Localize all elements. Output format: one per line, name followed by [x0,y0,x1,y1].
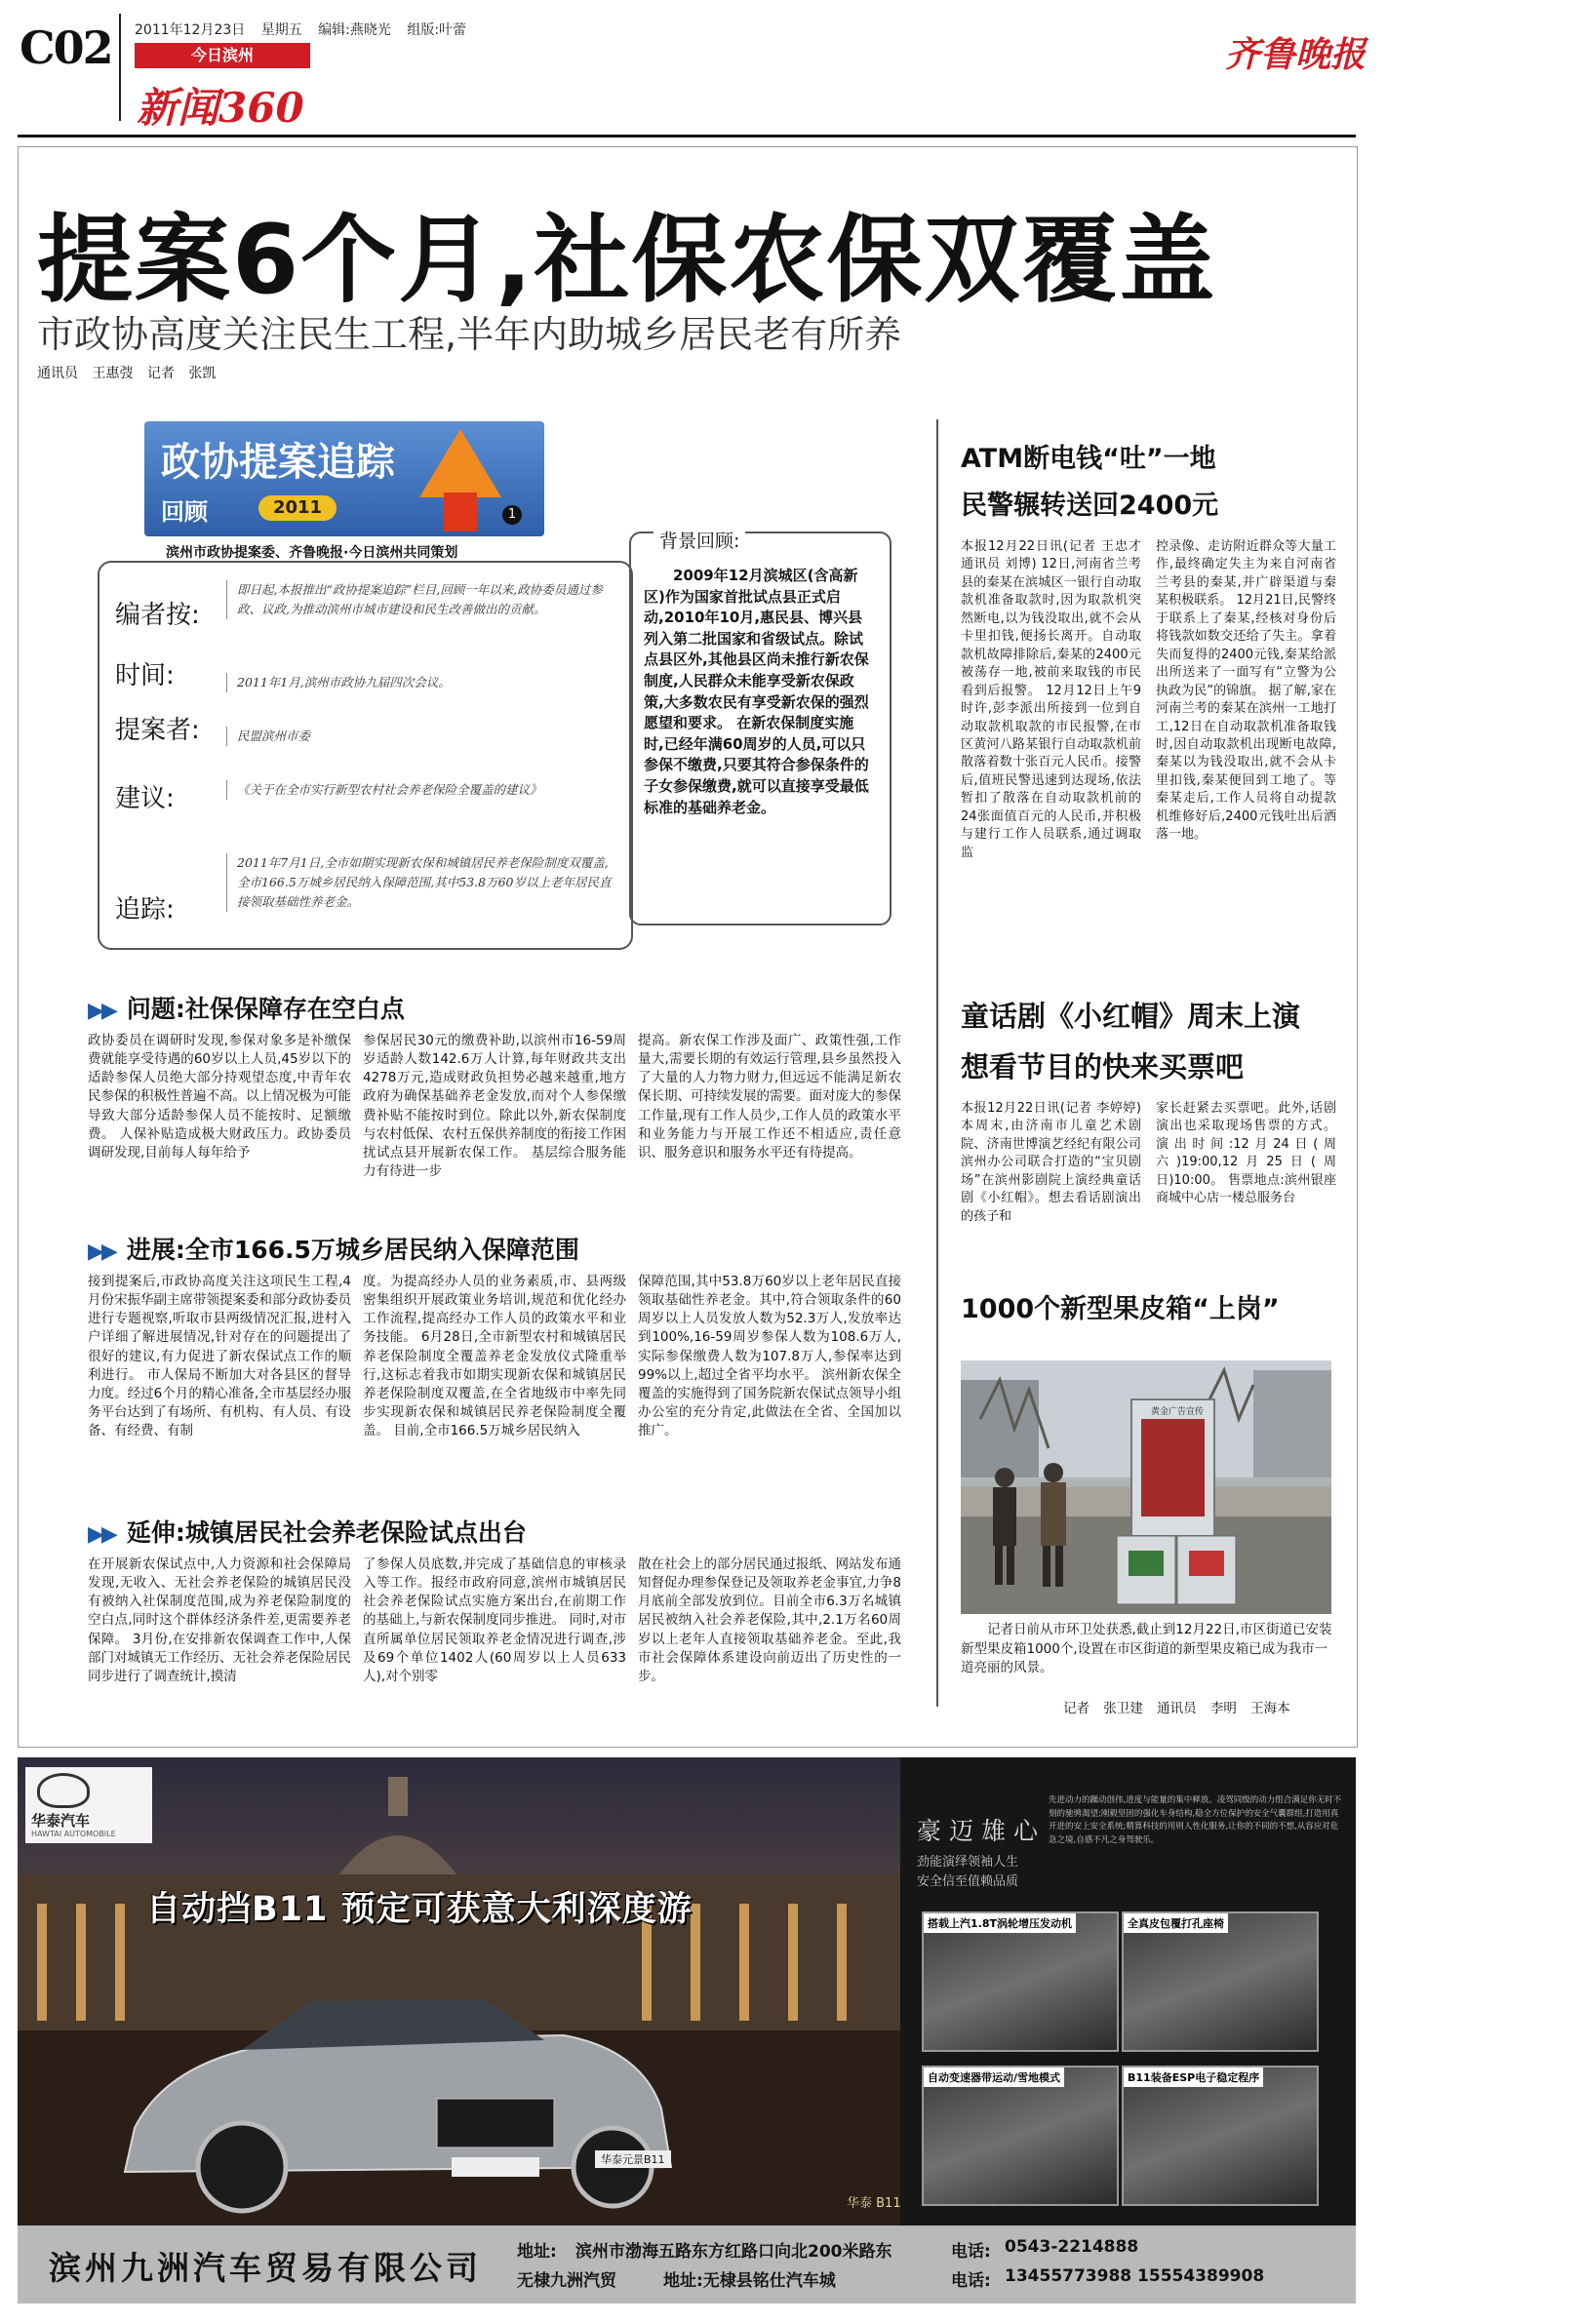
section-heading-text: 问题:社保保障存在空白点 [126,995,405,1023]
ad-thumb-caption: 搭载上汽1.8T涡轮增压发动机 [924,1913,1076,1933]
section-tag: 今日滨州 [135,43,310,68]
ad-thumb-gearbox [922,2066,1119,2206]
page-code: C02 [20,21,112,74]
bin-caption: 记者日前从市环卫处获悉,截止到12月22日,市区街道已安装新型果皮箱1000个,设置在市区街道的新型果皮箱已成为我市一道亮丽的风景。 [961,1622,1332,1676]
tracking-number-badge: 1 [502,505,522,525]
drama-col-1: 本报12月22日讯(记者 李婷婷) 本周末,由济南市儿童艺术剧院、济南世博演艺经纪有限公司滨州办公司联合打造的“宝贝剧场”在滨州影剧院上演经典童话剧《小红帽》。想去看话剧演出的孩子和 [961,1101,1141,1224]
section-problem-col-3: 提高。新农保工作涉及面广、政策性强,工作量大,需要长期的有效运行管理,县乡虽然投入了大量的人力物力财力,但远远不能满足新农保长期、可持续发展的需要。面对庞大的参保工作量,现有工作人员少,工作人员的政策水平和业务能力与开展工作还不相适应,责任意识、服务意识和服务水平还有待提高。 [638,1033,901,1161]
section-problem-col-2: 参保居民30元的缴费补助,以滨州市16-59周岁适龄人数142.6万人计算,每年财政共支出4278万元,造成财政负担势必越来越重,地方政府为确保基础养老金发放,而对个人参保缴费补贴不能按时到位。除此以外,新农保制度与农村低保、农村五保供养制度的衔接工作困扰试点县开展新农保工作。 基层综合服务能力有待进一步 [363,1033,626,1180]
section-progress-col-3: 保障范围,其中53.8万60岁以上老年居民直接领取基础性养老金。其中,符合领取条件的60周岁以上人员发放人数为52.3万人,发放率达到100%,16-59周岁参保人数为108.6万人,实际参保缴费人数为107.8万人,参保率达到99%以上,超过全省平均水平。 滨州新农保全覆盖的实施得到了国务院新农保试点领导小组办公室的充分肯定,此做法在全省、全国加以推广。 [638,1274,901,1439]
ad-brand-name-en: HAWTAI AUTOMOBILE [31,1830,116,1838]
tracking-banner-title: 政协提案追踪 [161,440,395,485]
section-name: 新闻360 [137,84,304,132]
section-extension-col-2: 了参保人员底数,并完成了基础信息的审核录入等工作。报经市政府同意,滨州市城镇居民社会养老保险试点实施方案出台,在前期工作的基础上,与新农保制度同步推进。 同时,对市直所属单位居民领取养老金情况进行调查,涉及69个单位1402人(60周岁以上人员633人),对个别零 [363,1556,626,1684]
subheadline: 市政协高度关注民生工程,半年内助城乡居民老有所养 [37,313,902,356]
ad-address-2: 地址:无棣县铭仕汽车城 [663,2271,836,2291]
bin-credit: 记者 张卫建 通讯员 李明 王海本 [1063,1701,1290,1716]
editor-note-label: 编者按: [115,601,200,630]
tracking-sponsor: 滨州市政协提案委、齐鲁晚报·今日滨州共同策划 [166,545,458,561]
sign-text: 黄金广告宣传 [1151,1407,1205,1417]
byline: 通讯员 王惠弢 记者 张凯 [37,366,217,381]
ad-model-name: 华泰 B11 [847,2196,901,2211]
tracking-label: 追踪: [115,895,175,925]
ad-tagline-sub: 劲能演绎领袖人生 安全信至值赖品质 [917,1855,1019,1889]
background-text: 2009年12月滨城区(含高新区)作为国家首批试点县正式启动,2010年10月,惠民县、博兴县列入第二批国家和省级试点。除试点县区外,其他县区尚未推行新农保制度,人民群众未能享受新农保政策,大多数农民有享受新农保的强烈愿望和要求。 在新农保制度实施时,已经年满60周岁的人员,可以只参保不缴费,只要其符合参保条件的子女参保缴费,就可以直接享受最低标准的基础养老金。 [644,567,869,816]
drama-col-2: 家长赶紧去买票吧。此外,话剧演出也采取现场售票的方式。 演出时间:12月24日(周六)19:00,12月25日(周日)10:00。 售票地点:滨州银座商城中心店一楼总服务台 [1156,1101,1336,1206]
section-heading-problem [88,990,405,1025]
header-rule [18,135,1356,138]
ad-address-1: 滨州市渤海五路东方红路口向北200米路东 [575,2242,892,2262]
ad-thumb-caption: 全真皮包覆打孔座椅 [1124,1913,1228,1933]
ad-thumb-seats [1122,1911,1319,2052]
proposer-text: 民盟滨州市委 [226,727,617,746]
drama-headline-2: 想看节目的快来买票吧 [961,1050,1245,1083]
license-plate: 华泰元景B11 [595,2150,671,2168]
header-meta: 2011年12月23日 星期五 编辑:燕晓光 组版:叶蕾 [135,22,467,38]
background-title: 背景回顾: [654,527,745,553]
proposer-label: 提案者: [115,716,200,745]
ad-thumb-engine [922,1911,1119,2052]
drama-headline-1: 童话剧《小红帽》周末上演 [961,1000,1301,1033]
ad-phone-label-2: 电话: [951,2271,991,2291]
suggestion-text: 《关于在全市实行新型农村社会养老保险全覆盖的建议》 [226,780,617,800]
ad-thumb-esp [1122,2066,1319,2206]
ad-phone-2: 13455773988 15554389908 [1005,2266,1265,2286]
street-photo [961,1360,1331,1614]
ad-tagline: 豪迈雄心 [917,1817,1047,1845]
ad-brand-name: 华泰汽车 [31,1812,91,1830]
atm-headline-1: ATM断电钱“吐”一地 [961,444,1216,474]
headline: 提案6个月,社保农保双覆盖 [37,205,1217,316]
section-heading-text: 进展:全市166.5万城乡居民纳入保障范围 [126,1236,579,1264]
editor-note-text: 即日起,本报推出“政协提案追踪”栏目,回顾一年以来,政协委员通过参政、议政,为推动滨州市城市建设和民生改善做出的贡献。 [226,580,617,619]
time-label: 时间: [115,661,175,690]
arrow-stem-icon [444,492,477,532]
header-divider [119,14,121,121]
tracking-banner-sub: 回顾 [161,498,208,526]
ad-phone-label-1: 电话: [951,2242,991,2262]
double-arrow-icon: ▶▶ [88,1522,115,1547]
section-progress-col-1: 接到提案后,市政协高度关注这项民生工程,4月份宋振华副主席带领提案委和部分政协委员进行专题视察,听取市县两级情况汇报,进村入户详细了解进展情况,针对存在的问题提出了很好的建议,有力促进了新农保试点工作的顺利进行。 市人保局不断加大对各县区的督导力度。经过6个月的精心准备,全市基层经办服务平台达到了有场所、有机构、有人员、有设备、有经费、有制 [88,1274,351,1439]
atm-headline-2: 民警辗转送回2400元 [961,491,1219,521]
double-arrow-icon: ▶▶ [88,999,115,1023]
section-heading-text: 延伸:城镇居民社会养老保险试点出台 [126,1518,527,1547]
arrow-up-icon [419,429,501,497]
hawtai-logo-icon [37,1773,90,1808]
section-extension-col-3: 散在社会上的部分居民通过报纸、网站发布通知督促办理参保登记及领取养老金事宜,力争8月底前全部发放到位。目前全市6.3万名城镇居民被纳入社会养老保险,其中,2.1万名60周岁以上老年人直接领取基础养老金。至此,我市社会保障体系建设向前迈出了历史性的一步。 [638,1556,901,1684]
ad-company-name: 滨州九洲汽车贸易有限公司 [49,2249,482,2287]
time-text: 2011年1月,滨州市政协九届四次会议。 [226,673,617,692]
section-heading-progress [88,1231,579,1266]
ad-headline: 自动挡B11 预定可获意大利深度游 [146,1890,693,1929]
column-divider [936,419,938,1707]
tracking-text: 2011年7月1日,全市如期实现新农保和城镇居民养老保险制度双覆盖,全市166.5万城乡居民纳入保障范围,其中53.8万60岁以上老年居民直接领取基础性养老金。 [226,853,617,912]
newspaper-brand: 齐鲁晚报 [1224,34,1366,75]
atm-col-2: 控录像、走访附近群众等大量工作,最终确定失主为来自河南省兰考县的秦某,并广辟渠道与秦某积极联系。 12月21日,民警终于联系上了秦某,经核对身份后将钱款如数交还给了失主。拿着失而复得的2400元钱,秦某给派出所送来了一面写有“立警为公执政为民”的锦旗。 据了解,家在河南兰考的秦某在滨州一工地打工,12日在自动取款机准备取钱时,因自动取款机出现断电故障,秦某以为钱没取出,就不会从卡里扣钱,秦某便回到工地了。等秦某走后,工作人员将自动提款机维修好后,2400元钱吐出后洒落一地。 [1156,539,1336,843]
section-extension-col-1: 在开展新农保试点中,人力资源和社会保障局发现,无收入、无社会养老保险的城镇居民没有被纳入社保制度范围,成为养老保险制度的空白点,同时这个群体经济条件差,更需要养老保障。 3月份,在安排新农保调查工作中,人保部门对城镇无工作经历、无社会养老保险居民同步进行了调查统计,摸清 [88,1556,351,1684]
ad-thumb-caption: B11装备ESP电子稳定程序 [1124,2068,1263,2087]
ad-phone-1: 0543-2214888 [1005,2237,1139,2257]
ad-address-label-1: 地址: [517,2242,557,2262]
ad-description: 先进动力的躁动创伟,进度与能量的集中释放。凌驾同级的动力组合满足你无时不刻的驰骋渴望;刚毅坚固的强化车身结构,稳全方位保护的安全气囊群组,打造用真开进的安上安全系统;精算科技的用则人性化服务,让你的不同的不想,从容应对危急之境,自感不凡之身驾驶乐。 [1049,1795,1342,1845]
tracking-banner-year: 2011 [258,495,337,521]
suggestion-label: 建议: [115,784,175,813]
bin-headline: 1000个新型果皮箱“上岗” [961,1294,1280,1324]
street-scene-image [961,1360,1331,1614]
ad-branch-name: 无棣九洲汽贸 [517,2271,616,2291]
double-arrow-icon: ▶▶ [88,1240,115,1264]
ad-thumb-caption: 自动变速器带运动/雪地模式 [924,2068,1064,2087]
section-progress-col-2: 度。为提高经办人员的业务素质,市、县两级密集组织开展政策业务培训,规范和优化经办工作流程,提高经办工作人员的政策水平和业务技能。 6月28日,全市新型农村和城镇居民养老保险制度全覆盖养老金发放仪式隆重举行,这标志着我市如期实现新农保和城镇居民养老保险制度双覆盖,在全省地级市中率先同步实现新农保和城镇居民养老保险制度全覆盖。 目前,全市166.5万城乡居民纳入 [363,1274,626,1439]
section-problem-col-1: 政协委员在调研时发现,参保对象多是补缴保费就能享受待遇的60岁以上人员,45岁以下的适龄参保人员绝大部分持观望态度,中青年农民参保的积极性普遍不高。以上情况极为可能导致大部分适龄参保人员不能按时、足额缴费。 人保补贴造成极大财政压力。政协委员调研发现,目前每人每年给予 [88,1033,351,1161]
section-heading-extension [88,1514,527,1549]
atm-col-1: 本报12月22日讯(记者 王忠才 通讯员 刘博) 12日,河南省兰考县的秦某在滨城区一银行自动取款机准备取款时,因为取款机突然断电,以为钱没取出,就不会从卡里扣钱,便扬长离开。自动取款机故障排除后,秦某的2400元被荡存一地,被前来取钱的市民看到后报警。 12月12日上午9时许,彭李派出所接到一位到自动取款机取款的市民报警,在市区黄河八路某银行自动取款机前散落着数十张百元人民币。接警后,值班民警迅速到达现场,依法暂扣了散落在自动取款机前的24张面值百元的人民币,并积极与建行工作人员联系,通过调取监 [961,539,1141,860]
